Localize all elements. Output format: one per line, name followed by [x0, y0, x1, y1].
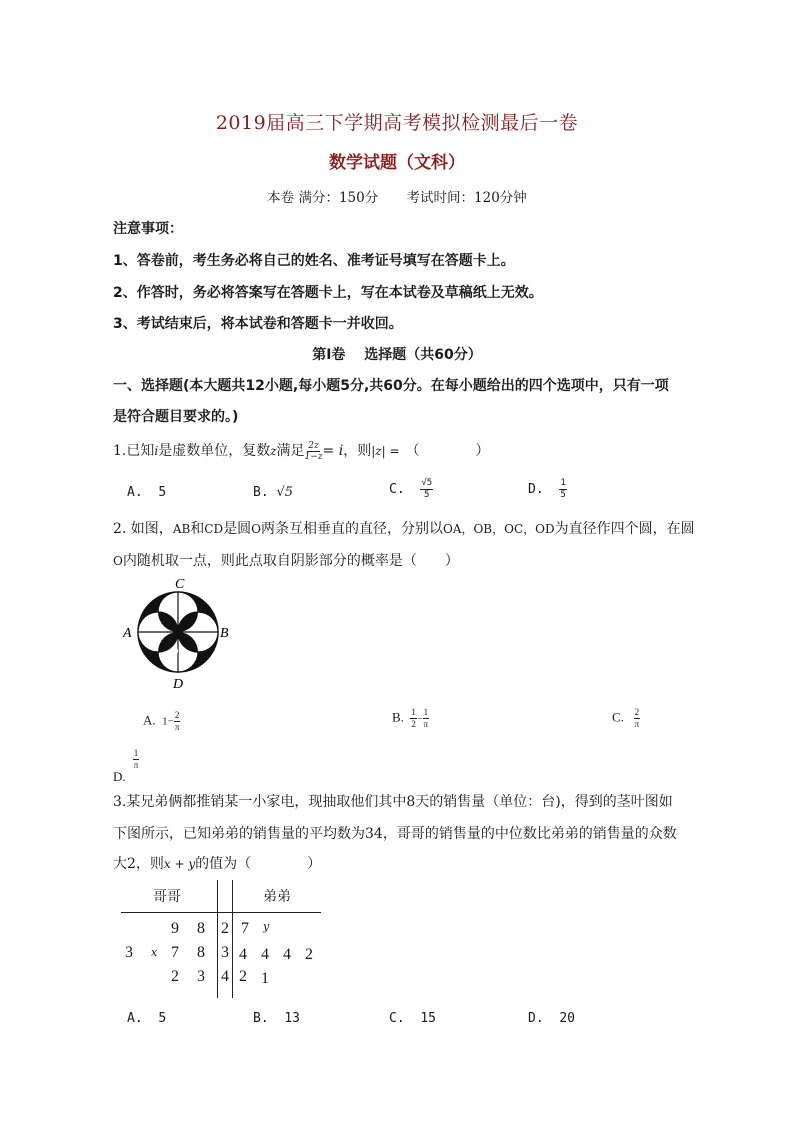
leaf-left: 8	[197, 944, 205, 961]
question-3-line2: 下图所示，已知弟弟的销售量的平均数为34，哥哥的销售量的中位数比弟弟的销售量的众数	[113, 826, 677, 842]
notice-item: 2、作答时，务必将答案写在答题卡上，写在本试卷及草稿纸上无效。	[113, 285, 543, 301]
leaf-left: 2	[171, 968, 179, 985]
q3-option-b[interactable]: B. 13	[253, 1011, 300, 1026]
leaf-right: 2	[305, 946, 313, 963]
part1-heading: 第Ⅰ卷 选择题（共60分）	[312, 347, 482, 363]
leaf-left: x	[151, 946, 158, 959]
q1-fraction: $\frac{2z}{1-z}$	[304, 440, 323, 462]
label-c: C	[175, 577, 185, 592]
stem-value: 3	[221, 944, 229, 961]
right-header: 弟弟	[263, 890, 291, 905]
leaf-right: 4	[283, 946, 291, 963]
leaf-left: 9	[171, 920, 179, 937]
leaf-left: 7	[171, 944, 179, 961]
q3-option-c[interactable]: C. 15	[389, 1011, 436, 1026]
part1-instruction: 一、选择题(本大题共12小题,每小题5分,共60分。在每小题给出的四个选项中，只有一项	[113, 378, 669, 394]
stem-rule-left	[217, 880, 218, 998]
notice-heading: 注意事项：	[113, 221, 183, 237]
stem-value: 4	[221, 968, 229, 985]
exam-title: 2019届高三下学期高考模拟检测最后一卷	[215, 112, 579, 134]
notice-item: 1、答卷前，考生务必将自己的姓名、准考证号填写在答题卡上。	[113, 253, 515, 269]
q1-option-d[interactable]: D. $\frac{1}{5}$	[528, 478, 566, 500]
q1-option-c[interactable]: C. $\frac{√5}{5}$	[389, 478, 433, 500]
question-3-line1: 3.某兄弟俩都推销某一小家电，现抽取他们其中8天的销售量（单位：台)，得到的茎叶图如	[113, 794, 673, 810]
q2-option-b[interactable]: B. $\frac{1}{2}$ − $\frac{1}{\pi}$	[392, 707, 429, 729]
leaf-left: 3	[197, 968, 205, 985]
question-3-line3: 大2，则x + y的值为（ ）	[113, 856, 322, 872]
label-d: D	[173, 677, 184, 692]
q1-option-b[interactable]: B. √5	[253, 485, 294, 500]
leaf-right: 4	[261, 946, 269, 963]
leaf-right: y	[263, 920, 270, 933]
score-info: 本卷 满分：150分	[267, 190, 379, 206]
q3-option-d[interactable]: D. 20	[528, 1011, 575, 1026]
leaf-left: 8	[197, 920, 205, 937]
q2-option-a[interactable]: A. 1− $\frac{2}{\pi}$	[143, 710, 180, 732]
q3-option-a[interactable]: A. 5	[127, 1011, 167, 1026]
question-2-line2: O内随机取一点，则此点取自阴影部分的概率是（ ）	[113, 553, 459, 569]
q2-option-d[interactable]: 1 π D.	[113, 748, 139, 784]
leaf-left: 3	[125, 944, 133, 961]
question-1: 1.已知i是虚数单位，复数z满足 $\frac{2z}{1-z}$ = i，则|z| = （ ）	[113, 440, 490, 462]
notice-item: 3、考试结束后，将本试卷和答题卡一并收回。	[113, 316, 403, 332]
label-o: O	[169, 644, 179, 659]
leaf-right: 7	[241, 920, 249, 937]
label-a: A	[123, 626, 132, 641]
header-rule	[121, 912, 321, 913]
part1-instruction: 是符合题目要求的。)	[113, 409, 239, 425]
label-b: B	[220, 626, 229, 641]
time-info: 考试时间：120分钟	[406, 190, 527, 206]
q2-option-c[interactable]: C. $\frac{2}{\pi}$	[612, 707, 640, 729]
stem-rule-right	[232, 880, 233, 998]
q2-circle-figure	[118, 572, 248, 694]
stem-leaf-plot	[113, 880, 333, 1000]
subject-title: 数学试题（文科）	[329, 153, 465, 173]
exam-info	[0, 186, 794, 206]
leaf-right: 1	[261, 970, 269, 987]
left-header: 哥哥	[153, 890, 181, 905]
question-2-line1: 2. 如图，AB和CD是圆O两条互相垂直的直径，分别以OA，OB，OC，OD为直径作四个圆，在圆	[113, 521, 695, 537]
leaf-right: 4	[239, 946, 247, 963]
stem-value: 2	[221, 920, 229, 937]
leaf-right: 2	[239, 968, 247, 985]
q1-option-a[interactable]: A. 5	[127, 485, 167, 500]
